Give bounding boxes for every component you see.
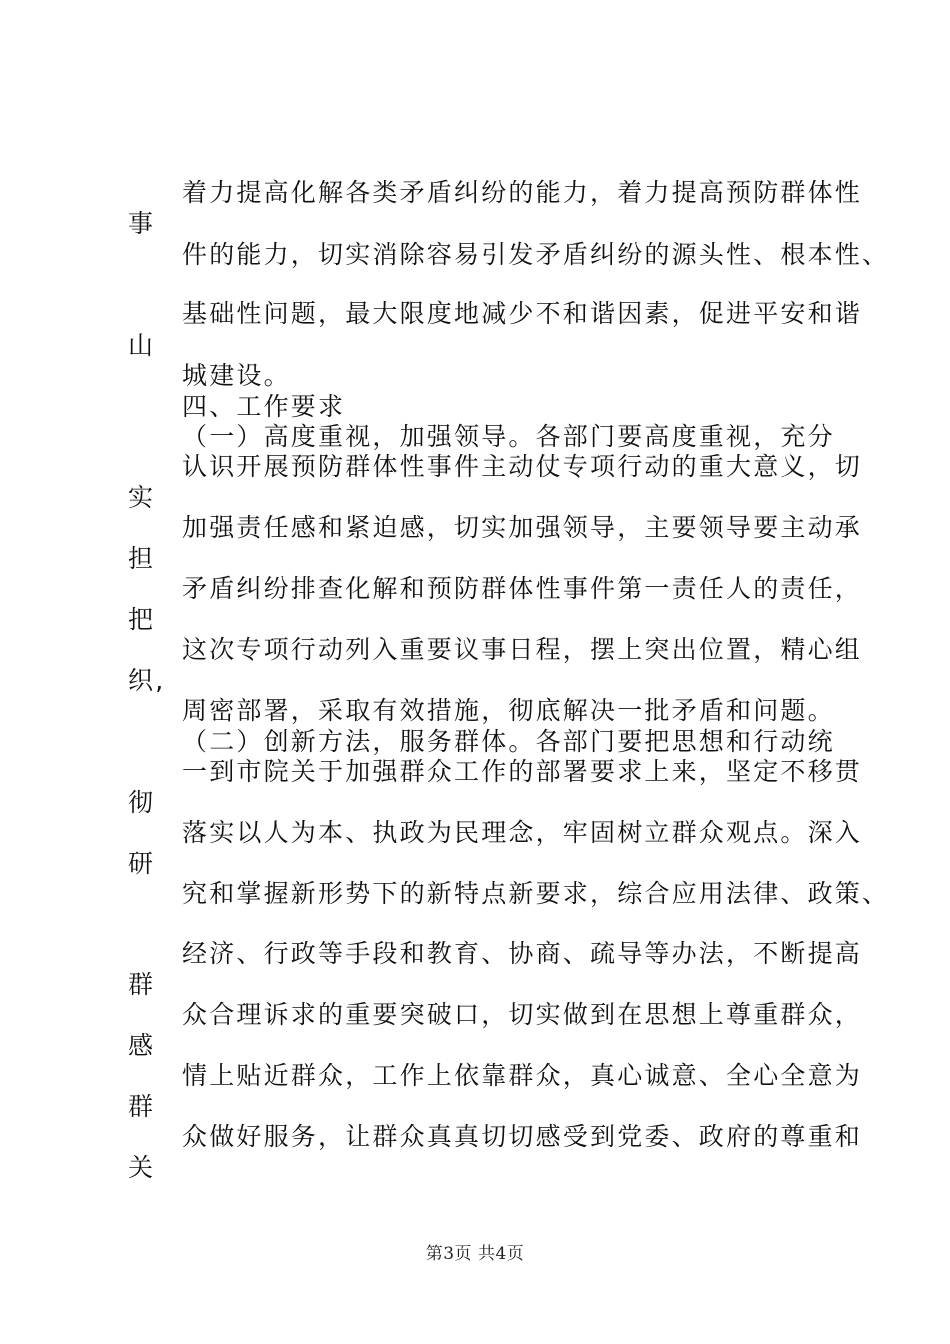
margin-char: 实 xyxy=(128,483,156,512)
text-line: 加强责任感和紧迫感，切实加强领导，主要领导要主动承 xyxy=(182,513,863,542)
margin-char: 把 xyxy=(128,605,156,634)
text-line: 情上贴近群众，工作上依靠群众，真心诚意、全心全意为 xyxy=(182,1061,863,1090)
text-line: （一）高度重视，加强领导。各部门要高度重视，充分 xyxy=(182,422,835,451)
text-line: 着力提高化解各类矛盾纠纷的能力，着力提高预防群体性 xyxy=(182,178,863,207)
text-line: 这次专项行动列入重要议事日程，摆上突出位置，精心组 xyxy=(182,635,863,664)
text-line: 众合理诉求的重要突破口，切实做到在思想上尊重群众， xyxy=(182,1000,863,1029)
text-line: 一到市院关于加强群众工作的部署要求上来，坚定不移贯 xyxy=(182,757,863,786)
text-line: 城建设。 xyxy=(182,361,291,390)
margin-char: 研 xyxy=(128,849,156,878)
text-line: 认识开展预防群体性事件主动仗专项行动的重大意义，切 xyxy=(182,452,863,481)
text-line: 落实以人为本、执政为民理念，牢固树立群众观点。深入 xyxy=(182,818,863,847)
margin-char: 感 xyxy=(128,1031,156,1060)
margin-char: 群 xyxy=(128,970,156,999)
margin-char: 关 xyxy=(128,1153,156,1182)
text-line: 基础性问题，最大限度地减少不和谐因素，促进平安和谐 xyxy=(182,299,863,328)
margin-char: 事 xyxy=(128,209,156,238)
margin-char: 彻 xyxy=(128,788,156,817)
text-line: 经济、行政等手段和教育、协商、疏导等办法，不断提高 xyxy=(182,939,863,968)
text-line: 矛盾纠纷排查化解和预防群体性事件第一责任人的责任， xyxy=(182,574,863,603)
margin-char: 织, xyxy=(128,666,166,695)
text-line: 周密部署，采取有效措施，彻底解决一批矛盾和问题。 xyxy=(182,696,835,725)
margin-char: 担 xyxy=(128,544,156,573)
margin-char: 山 xyxy=(128,331,156,360)
section-heading: 四、工作要求 xyxy=(182,392,346,421)
text-line: 众做好服务，让群众真真切切感受到党委、政府的尊重和 xyxy=(182,1122,863,1151)
text-line: 究和掌握新形势下的新特点新要求，综合应用法律、政策、 xyxy=(182,879,890,908)
margin-char: 群 xyxy=(128,1092,156,1121)
text-line: （二）创新方法，服务群体。各部门要把思想和行动统 xyxy=(182,727,835,756)
text-line: 件的能力，切实消除容易引发矛盾纠纷的源头性、根本性、 xyxy=(182,240,890,269)
page-footer: 第3页 共4页 xyxy=(425,1244,525,1264)
